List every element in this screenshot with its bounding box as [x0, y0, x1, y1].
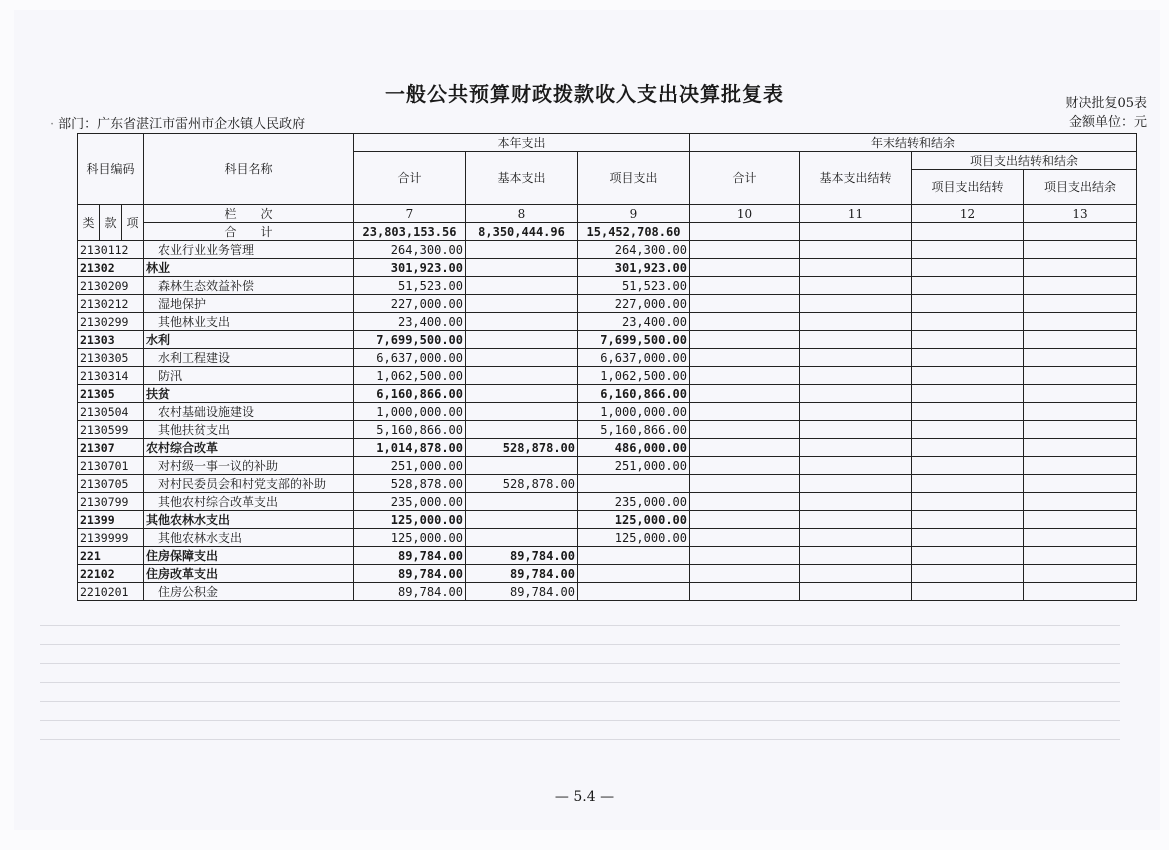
row-project-surplus: [1024, 421, 1137, 439]
row-total: 89,784.00: [354, 547, 466, 565]
row-balance-total: [690, 511, 800, 529]
row-basic: [466, 511, 578, 529]
col-number-8: 8: [466, 205, 578, 223]
row-project-carry: [912, 547, 1024, 565]
row-code: 21307: [78, 439, 144, 457]
row-name: 住房改革支出: [144, 565, 354, 583]
row-name: 森林生态效益补偿: [144, 277, 354, 295]
row-basic: [466, 385, 578, 403]
col-balance-total-header: 合计: [690, 152, 800, 205]
row-balance-total: [690, 403, 800, 421]
row-basic: [466, 403, 578, 421]
lanci-label: 栏 次: [144, 205, 354, 223]
row-project-surplus: [1024, 403, 1137, 421]
row-name: 其他林业支出: [144, 313, 354, 331]
row-project: 264,300.00: [578, 241, 690, 259]
row-balance-total: [690, 583, 800, 601]
row-code: 2130504: [78, 403, 144, 421]
amount-unit: 金额单位：元: [1068, 115, 1147, 130]
row-basic-carry: [800, 457, 912, 475]
row-name: 水利工程建设: [144, 349, 354, 367]
row-project-carry: [912, 583, 1024, 601]
row-project-surplus: [1024, 295, 1137, 313]
col-project-carry-group-header: 项目支出结转和结余: [912, 152, 1137, 170]
row-basic-carry: [800, 511, 912, 529]
row-project: [578, 583, 690, 601]
table-row: [78, 493, 1137, 511]
col-project-carry-header: 项目支出结转: [912, 170, 1024, 205]
budget-table: [77, 133, 1137, 601]
row-name: 农村基础设施建设: [144, 403, 354, 421]
row-code: 2130305: [78, 349, 144, 367]
row-basic: [466, 241, 578, 259]
total-project-carry: [912, 223, 1024, 241]
row-project-carry: [912, 511, 1024, 529]
row-project: 7,699,500.00: [578, 331, 690, 349]
row-project-surplus: [1024, 475, 1137, 493]
lei-label: 类: [78, 205, 100, 241]
row-balance-total: [690, 439, 800, 457]
row-basic-carry: [800, 493, 912, 511]
row-balance-total: [690, 565, 800, 583]
row-project: 125,000.00: [578, 511, 690, 529]
xiang-label: 项: [122, 205, 144, 241]
col-number-12: 12: [912, 205, 1024, 223]
row-balance-total: [690, 241, 800, 259]
row-name: 对村级一事一议的补助: [144, 457, 354, 475]
col-number-13: 13: [1024, 205, 1137, 223]
row-balance-total: [690, 457, 800, 475]
total-amount: 23,803,153.56: [354, 223, 466, 241]
row-project-carry: [912, 403, 1024, 421]
total-balance: [690, 223, 800, 241]
row-project-surplus: [1024, 367, 1137, 385]
table-row: [78, 403, 1137, 421]
kuan-label: 款: [100, 205, 122, 241]
row-project-carry: [912, 385, 1024, 403]
row-project-carry: [912, 259, 1024, 277]
row-total: 235,000.00: [354, 493, 466, 511]
row-basic: 528,878.00: [466, 439, 578, 457]
row-basic-carry: [800, 439, 912, 457]
row-code: 21399: [78, 511, 144, 529]
row-balance-total: [690, 475, 800, 493]
row-project-carry: [912, 313, 1024, 331]
row-basic: [466, 313, 578, 331]
row-project-carry: [912, 295, 1024, 313]
col-project-header: 项目支出: [578, 152, 690, 205]
row-basic: 528,878.00: [466, 475, 578, 493]
col-project-surplus-header: 项目支出结余: [1024, 170, 1137, 205]
row-project-carry: [912, 439, 1024, 457]
row-code: 21303: [78, 331, 144, 349]
row-project-carry: [912, 529, 1024, 547]
row-basic-carry: [800, 259, 912, 277]
col-number-7: 7: [354, 205, 466, 223]
row-project-surplus: [1024, 457, 1137, 475]
col-code-header: 科目编码: [78, 134, 144, 205]
row-code: 2130299: [78, 313, 144, 331]
table-row: [78, 511, 1137, 529]
row-code: 2130701: [78, 457, 144, 475]
row-total: 251,000.00: [354, 457, 466, 475]
table-row: [78, 331, 1137, 349]
row-balance-total: [690, 547, 800, 565]
row-total: 227,000.00: [354, 295, 466, 313]
table-row: [78, 529, 1137, 547]
row-code: 2130599: [78, 421, 144, 439]
row-project-carry: [912, 349, 1024, 367]
row-basic-carry: [800, 565, 912, 583]
row-total: 264,300.00: [354, 241, 466, 259]
row-project: 235,000.00: [578, 493, 690, 511]
total-project-surplus: [1024, 223, 1137, 241]
row-balance-total: [690, 367, 800, 385]
row-basic-carry: [800, 475, 912, 493]
row-project: 301,923.00: [578, 259, 690, 277]
col-name-header: 科目名称: [144, 134, 354, 205]
row-total: 125,000.00: [354, 511, 466, 529]
row-basic: [466, 277, 578, 295]
row-basic: 89,784.00: [466, 565, 578, 583]
col-current-expense-header: 本年支出: [354, 134, 690, 152]
row-balance-total: [690, 277, 800, 295]
row-balance-total: [690, 259, 800, 277]
row-basic: [466, 529, 578, 547]
row-code: 221: [78, 547, 144, 565]
row-project: 486,000.00: [578, 439, 690, 457]
row-balance-total: [690, 331, 800, 349]
col-basic-header: 基本支出: [466, 152, 578, 205]
page-title: 一般公共预算财政拨款收入支出决算批复表: [385, 82, 784, 106]
row-project-surplus: [1024, 439, 1137, 457]
row-project: 6,637,000.00: [578, 349, 690, 367]
row-code: 2130212: [78, 295, 144, 313]
row-code: 21302: [78, 259, 144, 277]
row-total: 301,923.00: [354, 259, 466, 277]
table-row: [78, 295, 1137, 313]
page-number: — 5.4 —: [554, 789, 615, 805]
row-project: 227,000.00: [578, 295, 690, 313]
row-code: 2139999: [78, 529, 144, 547]
row-total: 89,784.00: [354, 565, 466, 583]
row-basic: [466, 457, 578, 475]
row-balance-total: [690, 313, 800, 331]
column-number-row: [78, 205, 1137, 223]
table-row: [78, 241, 1137, 259]
department-text: 部门：广东省湛江市雷州市企水镇人民政府: [58, 117, 306, 132]
row-project-carry: [912, 277, 1024, 295]
row-project-carry: [912, 421, 1024, 439]
row-project-carry: [912, 565, 1024, 583]
row-code: 2130314: [78, 367, 144, 385]
header-row-1: [78, 134, 1137, 152]
row-name: 住房公积金: [144, 583, 354, 601]
table-row: [78, 349, 1137, 367]
row-project: 23,400.00: [578, 313, 690, 331]
row-name: 水利: [144, 331, 354, 349]
row-basic-carry: [800, 403, 912, 421]
row-project-surplus: [1024, 547, 1137, 565]
total-basic-carry: [800, 223, 912, 241]
table-row: [78, 547, 1137, 565]
row-basic: 89,784.00: [466, 583, 578, 601]
row-project: 6,160,866.00: [578, 385, 690, 403]
row-project-surplus: [1024, 331, 1137, 349]
row-total: 6,160,866.00: [354, 385, 466, 403]
row-basic: [466, 367, 578, 385]
department-label: [50, 113, 305, 132]
total-project: 15,452,708.60: [578, 223, 690, 241]
row-basic-carry: [800, 529, 912, 547]
row-basic: [466, 331, 578, 349]
col-total-header: 合计: [354, 152, 466, 205]
row-project-carry: [912, 457, 1024, 475]
row-code: 2130705: [78, 475, 144, 493]
row-project-surplus: [1024, 565, 1137, 583]
col-number-9: 9: [578, 205, 690, 223]
row-total: 1,014,878.00: [354, 439, 466, 457]
table-row: [78, 313, 1137, 331]
row-basic: [466, 295, 578, 313]
row-project: [578, 565, 690, 583]
row-basic-carry: [800, 547, 912, 565]
row-project-carry: [912, 331, 1024, 349]
row-balance-total: [690, 385, 800, 403]
row-code: 2130209: [78, 277, 144, 295]
row-basic: [466, 493, 578, 511]
table-row: [78, 439, 1137, 457]
row-basic: [466, 259, 578, 277]
row-name: 林业: [144, 259, 354, 277]
row-balance-total: [690, 529, 800, 547]
row-project-surplus: [1024, 511, 1137, 529]
col-year-end-header: 年末结转和结余: [690, 134, 1137, 152]
row-project-carry: [912, 241, 1024, 259]
row-name: 其他扶贫支出: [144, 421, 354, 439]
row-code: 2210201: [78, 583, 144, 601]
row-balance-total: [690, 349, 800, 367]
table-row: [78, 259, 1137, 277]
row-project: 251,000.00: [578, 457, 690, 475]
row-basic-carry: [800, 367, 912, 385]
row-name: 农业行业业务管理: [144, 241, 354, 259]
row-basic: 89,784.00: [466, 547, 578, 565]
row-name: 其他农林水支出: [144, 511, 354, 529]
row-basic-carry: [800, 277, 912, 295]
table-row: [78, 583, 1137, 601]
row-project-surplus: [1024, 313, 1137, 331]
row-total: 89,784.00: [354, 583, 466, 601]
table-row: [78, 565, 1137, 583]
table-row: [78, 277, 1137, 295]
row-name: 湿地保护: [144, 295, 354, 313]
row-project-surplus: [1024, 385, 1137, 403]
row-code: 21305: [78, 385, 144, 403]
total-row: [78, 223, 1137, 241]
scan-mark-icon: ·: [50, 117, 55, 132]
row-total: 23,400.00: [354, 313, 466, 331]
table-row: [78, 367, 1137, 385]
row-project: 1,062,500.00: [578, 367, 690, 385]
row-total: 528,878.00: [354, 475, 466, 493]
row-project-surplus: [1024, 277, 1137, 295]
total-label: 合 计: [144, 223, 354, 241]
row-total: 1,000,000.00: [354, 403, 466, 421]
row-project-surplus: [1024, 349, 1137, 367]
row-basic-carry: [800, 349, 912, 367]
row-basic-carry: [800, 295, 912, 313]
row-project-surplus: [1024, 583, 1137, 601]
row-project-carry: [912, 367, 1024, 385]
row-basic-carry: [800, 331, 912, 349]
row-total: 6,637,000.00: [354, 349, 466, 367]
col-basic-carry-header: 基本支出结转: [800, 152, 912, 205]
total-basic: 8,350,444.96: [466, 223, 578, 241]
row-project-surplus: [1024, 259, 1137, 277]
col-number-11: 11: [800, 205, 912, 223]
row-name: 对村民委员会和村党支部的补助: [144, 475, 354, 493]
row-total: 51,523.00: [354, 277, 466, 295]
table-row: [78, 421, 1137, 439]
row-basic-carry: [800, 583, 912, 601]
row-total: 1,062,500.00: [354, 367, 466, 385]
col-number-10: 10: [690, 205, 800, 223]
table-row: [78, 475, 1137, 493]
row-name: 防汛: [144, 367, 354, 385]
row-basic: [466, 421, 578, 439]
row-project-surplus: [1024, 529, 1137, 547]
row-name: 扶贫: [144, 385, 354, 403]
row-code: 22102: [78, 565, 144, 583]
row-project: 5,160,866.00: [578, 421, 690, 439]
row-balance-total: [690, 295, 800, 313]
row-project: 1,000,000.00: [578, 403, 690, 421]
row-name: 其他农村综合改革支出: [144, 493, 354, 511]
row-total: 125,000.00: [354, 529, 466, 547]
form-code: 财决批复05表: [1065, 96, 1147, 111]
row-name: 其他农林水支出: [144, 529, 354, 547]
row-name: 农村综合改革: [144, 439, 354, 457]
row-project-carry: [912, 493, 1024, 511]
row-name: 住房保障支出: [144, 547, 354, 565]
row-project-surplus: [1024, 493, 1137, 511]
row-project: [578, 475, 690, 493]
table-row: [78, 457, 1137, 475]
row-basic-carry: [800, 421, 912, 439]
row-code: 2130112: [78, 241, 144, 259]
row-code: 2130799: [78, 493, 144, 511]
row-total: 7,699,500.00: [354, 331, 466, 349]
row-balance-total: [690, 421, 800, 439]
row-basic-carry: [800, 313, 912, 331]
row-basic: [466, 349, 578, 367]
row-total: 5,160,866.00: [354, 421, 466, 439]
row-project: 51,523.00: [578, 277, 690, 295]
row-basic-carry: [800, 385, 912, 403]
table-row: [78, 385, 1137, 403]
row-project: [578, 547, 690, 565]
bleed-through-texture: [40, 620, 1120, 740]
row-project: 125,000.00: [578, 529, 690, 547]
row-project-surplus: [1024, 241, 1137, 259]
row-balance-total: [690, 493, 800, 511]
row-project-carry: [912, 475, 1024, 493]
row-basic-carry: [800, 241, 912, 259]
